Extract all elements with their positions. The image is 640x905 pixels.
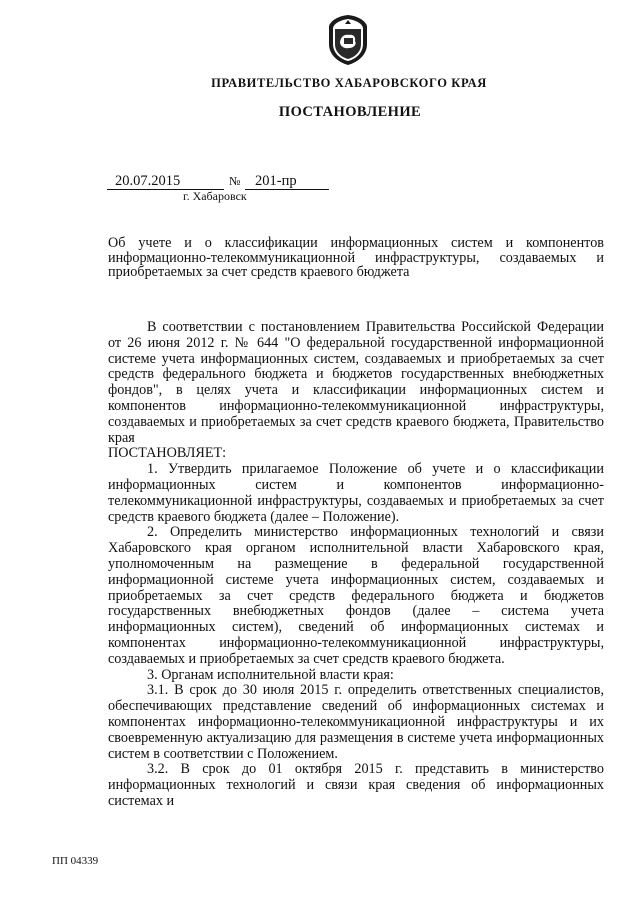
paragraph-3-1: 3.1. В срок до 30 июля 2015 г. определить ответственных специалистов, обеспечивающих представление сведений об информационных системах и компонентах информационно-телекоммуникационной инфраструктуры и их своевременную актуализацию для размещения в системе учета информационных систем в соответствии с Положением.: [108, 682, 604, 762]
paragraph-2: 2. Определить министерство информационных технологий и связи Хабаровского края органом исполнительной власти Хабаровского края, уполномоченным на размещение в федеральной государственной информационной системе учета информационных систем, создаваемых и приобретаемых за счет средств федерального бюджета и бюджетов государственных внебюджетных фондов (далее – система учета информационных систем), сведений об информационных системах и компонентах информационно-телекоммуникационной инфраструктуры, создаваемых и приобретаемых за счет средств краевого бюджета.: [108, 524, 604, 667]
document-city: г. Хабаровск: [183, 189, 247, 203]
document-body: [108, 320, 604, 810]
paragraph-3: 3. Органам исполнительной власти края:: [147, 666, 394, 683]
document-date: 20.07.2015: [107, 172, 224, 190]
paragraph-1: 1. Утвердить прилагаемое Положение об учете и о классификации информационных систем и компонентов информационно-телекоммуникационной инфраструктуры, создаваемых и приобретаемых за счет средств краевого бюджета (далее – Положение).: [108, 461, 604, 525]
government-title: ПРАВИТЕЛЬСТВО ХАБАРОВСКОГО КРАЯ: [211, 76, 487, 90]
paragraph-3-2: 3.2. В срок до 01 октября 2015 г. представить в министерство информационных технологий и связи края сведения об информационных системах и: [108, 761, 604, 809]
document-subject: Об учете и о классификации информационных систем и компонентов информационно-телекоммуникационной инфраструктуры, создаваемых и приобретаемых за счет средств краевого бюджета: [108, 235, 604, 280]
coat-of-arms-emblem: [327, 14, 369, 66]
resolves-heading: ПОСТАНОВЛЯЕТ:: [108, 445, 227, 462]
document-type: ПОСТАНОВЛЕНИЕ: [278, 104, 422, 120]
number-sign: №: [229, 174, 241, 188]
document-number: 201-пр: [245, 172, 329, 190]
document-code: ПП 04339: [52, 855, 99, 867]
preamble-paragraph: В соответствии с постановлением Правительства Российской Федерации от 26 июня 2012 г. № 644 "О федеральной государственной информационной системе учета информационных систем, создаваемых и приобретаемых за счет средств федерального бюджета и бюджетов государственных внебюджетных фондов", в целях учета и классификации информационных систем и компонентов информационно-телекоммуникационной инфраструктуры, создаваемых и приобретаемых за счет средств краевого бюджета, Правительство края: [108, 319, 604, 446]
